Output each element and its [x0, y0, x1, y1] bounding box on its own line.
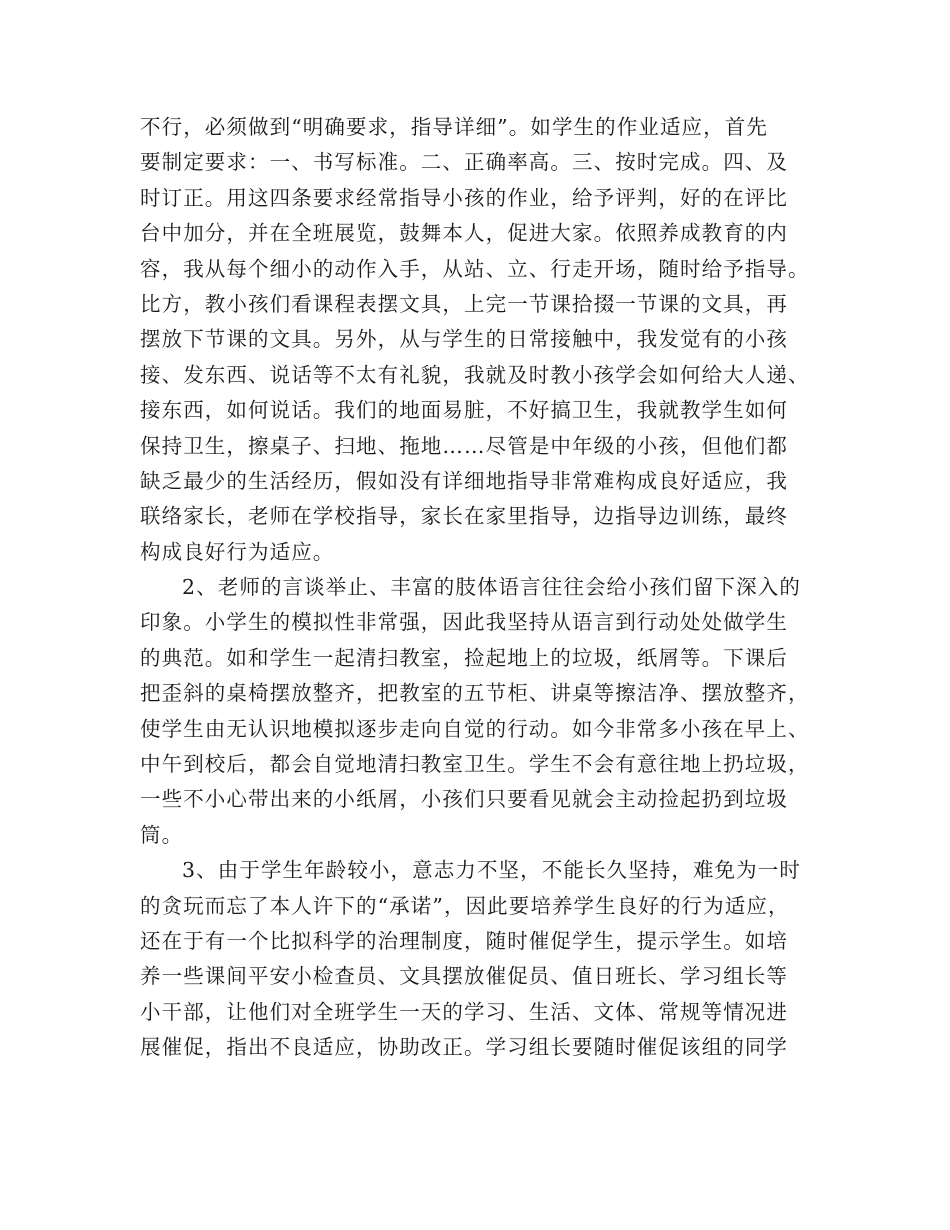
text-line: 使学生由无认识地模拟逐步走向自觉的行动。如今非常多小孩在早上、	[140, 716, 810, 741]
text-line: 养一些课间平安小检查员、文具摆放催促员、值日班长、学习组长等	[140, 964, 788, 989]
text-line: 还在于有一个比拟科学的治理制度，随时催促学生，提示学生。如培	[140, 928, 788, 953]
text-line: 摆放下节课的文具。另外，从与学生的日常接触中，我发觉有的小孩	[140, 327, 788, 352]
text-line: 的典范。如和学生一起清扫教室，捡起地上的垃圾，纸屑等。下课后	[140, 645, 788, 670]
text-line: 中午到校后，都会自觉地清扫教室卫生。学生不会有意往地上扔垃圾，	[140, 752, 810, 777]
text-line: 要制定要求：一、书写标准。二、正确率高。三、按时完成。四、及	[140, 150, 788, 175]
text-line: 构成良好行为适应。	[140, 539, 335, 564]
text-line: 时订正。用这四条要求经常指导小孩的作业，给予评判，好的在评比	[140, 185, 788, 210]
paragraph-2-first-line: 2、老师的言谈举止、丰富的肢体语言往往会给小孩们留下深入的	[182, 575, 801, 600]
text-line: 容，我从每个细小的动作入手，从站、立、行走开场，随时给予指导。	[140, 256, 810, 281]
text-line: 展催促，指出不良适应，协助改正。学习组长要随时催促该组的同学	[140, 1035, 788, 1060]
body-text	[140, 110, 812, 1066]
text-line: 不行，必须做到“明确要求，指导详细”。如学生的作业适应，首先	[140, 115, 768, 139]
text-line: 接、发东西、说话等不太有礼貌，我就及时教小孩学会如何给大人递、	[140, 362, 810, 387]
text-line: 联络家长，老师在学校指导，家长在家里指导，边指导边训练，最终	[140, 504, 788, 529]
text-line: 台中加分，并在全班展览，鼓舞本人，促进大家。依照养成教育的内	[140, 221, 788, 246]
text-line: 一些不小心带出来的小纸屑，小孩们只要看见就会主动捡起扔到垃圾	[140, 787, 788, 812]
paragraph-3-first-line: 3、由于学生年龄较小，意志力不坚，不能长久坚持，难免为一时	[182, 858, 801, 883]
text-line: 的贪玩而忘了本人许下的“承诺”，因此要培养学生良好的行为适应，	[140, 893, 790, 918]
text-line: 印象。小学生的模拟性非常强，因此我坚持从语言到行动处处做学生	[140, 610, 788, 635]
text-line: 小干部，让他们对全班学生一天的学习、生活、文体、常规等情况进	[140, 999, 788, 1024]
text-line: 接东西，如何说话。我们的地面易脏，不好搞卫生，我就教学生如何	[140, 398, 788, 423]
text-line: 缺乏最少的生活经历，假如没有详细地指导非常难构成良好适应，我	[140, 468, 788, 493]
text-line: 保持卫生，擦桌子、扫地、拖地……尽管是中年级的小孩，但他们都	[140, 433, 788, 458]
text-line: 筒。	[140, 822, 184, 847]
text-line: 把歪斜的桌椅摆放整齐，把教室的五节柜、讲桌等擦洁净、摆放整齐，	[140, 681, 810, 706]
text-line: 比方，教小孩们看课程表摆文具，上完一节课拾掇一节课的文具，再	[140, 291, 788, 316]
